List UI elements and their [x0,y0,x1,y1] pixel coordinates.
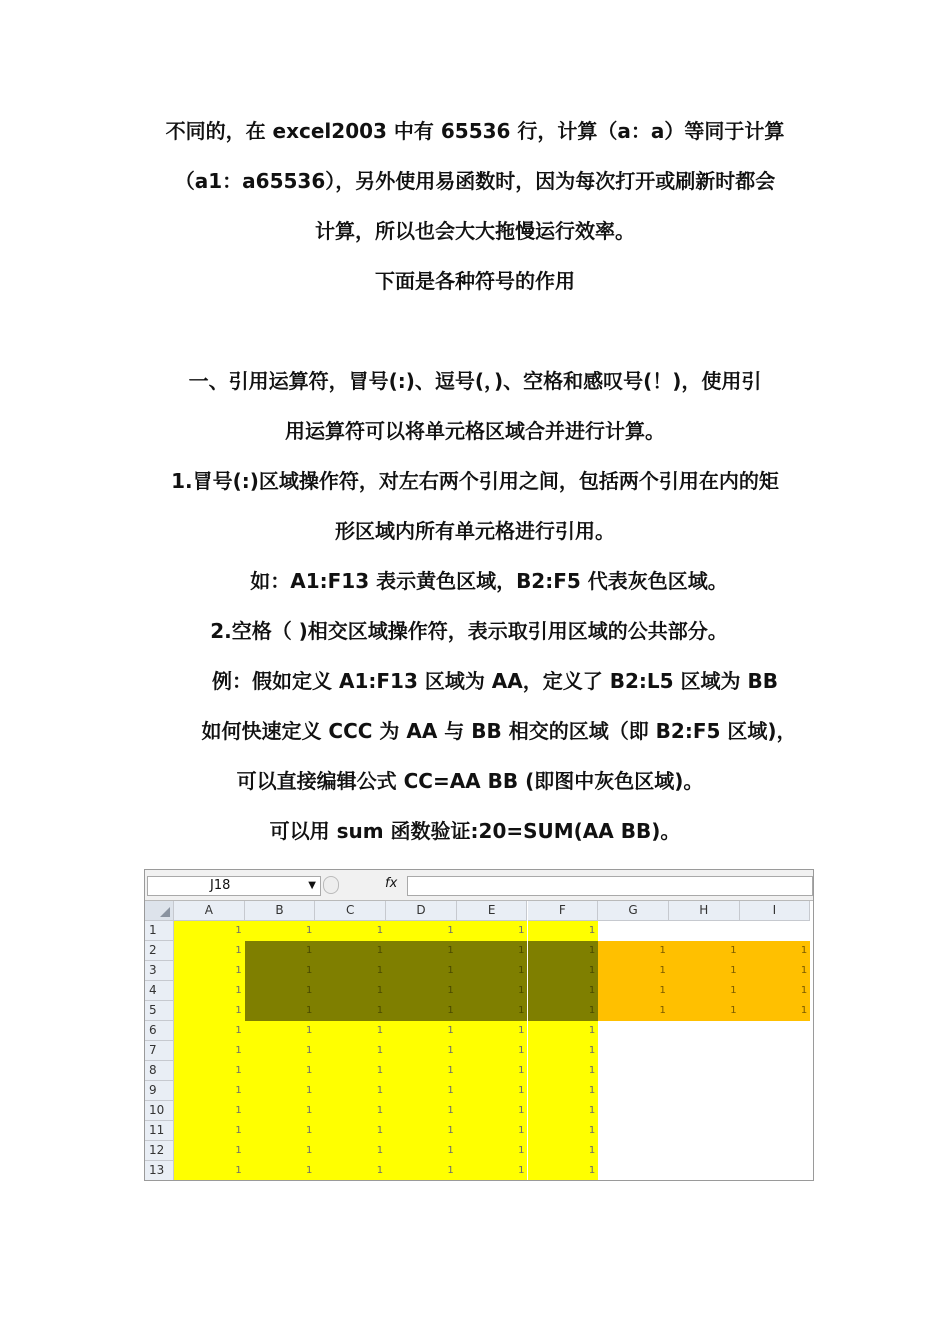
cell-c9[interactable]: 1 [315,1081,386,1101]
cancel-circle-icon[interactable] [323,876,339,894]
cell-f2[interactable]: 1 [528,941,599,961]
cell-i8[interactable] [740,1061,811,1081]
cell-f11[interactable]: 1 [528,1121,599,1141]
cell-c13[interactable]: 1 [315,1161,386,1181]
select-all-corner[interactable] [145,901,174,921]
cell-h4[interactable]: 1 [669,981,740,1001]
cell-g3[interactable]: 1 [598,961,669,981]
cell-b6[interactable]: 1 [245,1021,316,1041]
paragraph-line-8: 形区域内所有单元格进行引用。 [335,519,615,543]
formula-controls [323,876,405,894]
cell-b2[interactable]: 1 [245,941,316,961]
cell-a9[interactable]: 1 [174,1081,245,1101]
cell-d10[interactable]: 1 [386,1101,457,1121]
paragraph-line-5: 一、引用运算符，冒号(:)、逗号(，)、空格和感叹号(！)，使用引 [188,369,762,393]
column-header-g[interactable]: G [598,901,669,921]
paragraph-line-14: 可以用 sum 函数验证:20=SUM(AA BB)。 [269,819,681,843]
cell-b8[interactable]: 1 [245,1061,316,1081]
formula-input[interactable] [407,876,813,896]
paragraph-line-1: 不同的，在 excel2003 中有 65536 行，计算（a：a）等同于计算 [165,119,785,143]
cell-i13[interactable] [740,1161,811,1181]
cell-e7[interactable]: 1 [457,1041,528,1061]
cell-i2[interactable]: 1 [740,941,811,961]
column-header-h[interactable]: H [669,901,740,921]
paragraph-line-3: 计算，所以也会大大拖慢运行效率。 [315,219,635,243]
cell-f6[interactable]: 1 [528,1021,599,1041]
cell-e5[interactable]: 1 [457,1001,528,1021]
column-header-f[interactable]: F [528,901,599,921]
cell-f5[interactable]: 1 [528,1001,599,1021]
cell-a13[interactable]: 1 [174,1161,245,1181]
cell-d6[interactable]: 1 [386,1021,457,1041]
cell-e8[interactable]: 1 [457,1061,528,1081]
cell-d4[interactable]: 1 [386,981,457,1001]
cell-e3[interactable]: 1 [457,961,528,981]
paragraph-line-7: 1.冒号(:)区域操作符，对左右两个引用之间，包括两个引用在内的矩 [171,469,779,493]
cell-i9[interactable] [740,1081,811,1101]
cell-g6[interactable] [598,1021,669,1041]
cell-b11[interactable]: 1 [245,1121,316,1141]
row-header-12[interactable]: 12 [145,1141,174,1161]
cell-d7[interactable]: 1 [386,1041,457,1061]
paragraph-line-12: 如何快速定义 CCC 为 AA 与 BB 相交的区域（即 B2:F5 区域)， [201,719,797,743]
cell-i12[interactable] [740,1141,811,1161]
cell-h13[interactable] [669,1161,740,1181]
dropdown-arrow-icon[interactable]: ▼ [308,880,316,891]
cell-e4[interactable]: 1 [457,981,528,1001]
cell-g8[interactable] [598,1061,669,1081]
section-heading: 下面是各种符号的作用 [375,269,575,293]
paragraph-line-11: 例：假如定义 A1:F13 区域为 AA，定义了 B2:L5 区域为 BB [212,669,778,693]
cell-a5[interactable]: 1 [174,1001,245,1021]
column-header-c[interactable]: C [315,901,386,921]
cell-a12[interactable]: 1 [174,1141,245,1161]
row-header-5[interactable]: 5 [145,1001,174,1021]
cell-h2[interactable]: 1 [669,941,740,961]
cell-g13[interactable] [598,1161,669,1181]
cell-b12[interactable]: 1 [245,1141,316,1161]
cell-a3[interactable]: 1 [174,961,245,981]
row-header-11[interactable]: 11 [145,1121,174,1141]
row-header-2[interactable]: 2 [145,941,174,961]
cell-f13[interactable]: 1 [528,1161,599,1181]
cell-e12[interactable]: 1 [457,1141,528,1161]
cell-d3[interactable]: 1 [386,961,457,981]
column-header-a[interactable]: A [174,901,245,921]
cell-d13[interactable]: 1 [386,1161,457,1181]
cell-a1[interactable]: 1 [174,921,245,941]
cell-f1[interactable]: 1 [528,921,599,941]
cell-g9[interactable] [598,1081,669,1101]
cell-b10[interactable]: 1 [245,1101,316,1121]
row-header-6[interactable]: 6 [145,1021,174,1041]
row-header-10[interactable]: 10 [145,1101,174,1121]
row-header-8[interactable]: 8 [145,1061,174,1081]
paragraph-line-10: 2.空格（ )相交区域操作符，表示取引用区域的公共部分。 [210,619,728,643]
cell-c2[interactable]: 1 [315,941,386,961]
cell-d5[interactable]: 1 [386,1001,457,1021]
cell-b9[interactable]: 1 [245,1081,316,1101]
cell-h11[interactable] [669,1121,740,1141]
cell-d11[interactable]: 1 [386,1121,457,1141]
cell-e6[interactable]: 1 [457,1021,528,1041]
column-header-b[interactable]: B [245,901,316,921]
spreadsheet [144,869,814,1181]
cell-h8[interactable] [669,1061,740,1081]
row-header-4[interactable]: 4 [145,981,174,1001]
column-header-e[interactable]: E [457,901,528,921]
cell-b1[interactable]: 1 [245,921,316,941]
cell-a10[interactable]: 1 [174,1101,245,1121]
cell-d2[interactable]: 1 [386,941,457,961]
cell-c5[interactable]: 1 [315,1001,386,1021]
cell-a8[interactable]: 1 [174,1061,245,1081]
cell-c6[interactable]: 1 [315,1021,386,1041]
cell-c7[interactable]: 1 [315,1041,386,1061]
cell-c1[interactable]: 1 [315,921,386,941]
name-box[interactable] [147,876,321,896]
paragraph-line-13: 可以直接编辑公式 CC=AA BB (即图中灰色区域)。 [236,769,704,793]
row-header-13[interactable]: 13 [145,1161,174,1181]
cell-b4[interactable]: 1 [245,981,316,1001]
cell-e9[interactable]: 1 [457,1081,528,1101]
cell-f9[interactable]: 1 [528,1081,599,1101]
row-header-1[interactable]: 1 [145,921,174,941]
cell-e11[interactable]: 1 [457,1121,528,1141]
cell-h6[interactable] [669,1021,740,1041]
cell-d12[interactable]: 1 [386,1141,457,1161]
cell-e2[interactable]: 1 [457,941,528,961]
cell-a11[interactable]: 1 [174,1121,245,1141]
paragraph-line-2: （a1：a65536），另外使用易函数时，因为每次打开或刷新时都会 [174,169,776,193]
cell-c3[interactable]: 1 [315,961,386,981]
cell-h3[interactable]: 1 [669,961,740,981]
cell-g10[interactable] [598,1101,669,1121]
cell-f8[interactable]: 1 [528,1061,599,1081]
cell-f10[interactable]: 1 [528,1101,599,1121]
cell-g11[interactable] [598,1121,669,1141]
formula-bar [145,870,813,901]
cell-e10[interactable]: 1 [457,1101,528,1121]
cell-i11[interactable] [740,1121,811,1141]
cell-a2[interactable]: 1 [174,941,245,961]
cell-h1[interactable] [669,921,740,941]
cell-f7[interactable]: 1 [528,1041,599,1061]
cell-e1[interactable]: 1 [457,921,528,941]
cell-f12[interactable]: 1 [528,1141,599,1161]
cell-c12[interactable]: 1 [315,1141,386,1161]
cell-a7[interactable]: 1 [174,1041,245,1061]
paragraph-line-6: 用运算符可以将单元格区域合并进行计算。 [285,419,665,443]
cell-h9[interactable] [669,1081,740,1101]
cell-i10[interactable] [740,1101,811,1121]
fx-icon[interactable]: fx [385,876,398,891]
cell-b5[interactable]: 1 [245,1001,316,1021]
cell-i1[interactable] [740,921,811,941]
cell-f4[interactable]: 1 [528,981,599,1001]
cell-f3[interactable]: 1 [528,961,599,981]
row-header-9[interactable]: 9 [145,1081,174,1101]
column-header-i[interactable]: I [740,901,811,921]
cell-c8[interactable]: 1 [315,1061,386,1081]
paragraph-line-9: 如：A1:F13 表示黄色区域，B2:F5 代表灰色区域。 [250,569,728,593]
cell-b7[interactable]: 1 [245,1041,316,1061]
name-box-value: J18 [210,878,231,893]
cell-i3[interactable]: 1 [740,961,811,981]
column-header-d[interactable]: D [386,901,457,921]
row-header-7[interactable]: 7 [145,1041,174,1061]
cell-b13[interactable]: 1 [245,1161,316,1181]
cell-h7[interactable] [669,1041,740,1061]
row-header-3[interactable]: 3 [145,961,174,981]
cell-b3[interactable]: 1 [245,961,316,981]
cell-c4[interactable]: 1 [315,981,386,1001]
cell-g1[interactable] [598,921,669,941]
cell-g5[interactable]: 1 [598,1001,669,1021]
cell-a6[interactable]: 1 [174,1021,245,1041]
cell-c10[interactable]: 1 [315,1101,386,1121]
cell-g4[interactable]: 1 [598,981,669,1001]
cell-h10[interactable] [669,1101,740,1121]
cell-g7[interactable] [598,1041,669,1061]
cell-g2[interactable]: 1 [598,941,669,961]
cell-i5[interactable]: 1 [740,1001,811,1021]
cell-i6[interactable] [740,1021,811,1041]
cell-d1[interactable]: 1 [386,921,457,941]
cell-h12[interactable] [669,1141,740,1161]
cell-a4[interactable]: 1 [174,981,245,1001]
cell-e13[interactable]: 1 [457,1161,528,1181]
cell-i4[interactable]: 1 [740,981,811,1001]
cell-g12[interactable] [598,1141,669,1161]
cell-d9[interactable]: 1 [386,1081,457,1101]
cell-c11[interactable]: 1 [315,1121,386,1141]
cell-h5[interactable]: 1 [669,1001,740,1021]
cell-i7[interactable] [740,1041,811,1061]
cell-d8[interactable]: 1 [386,1061,457,1081]
